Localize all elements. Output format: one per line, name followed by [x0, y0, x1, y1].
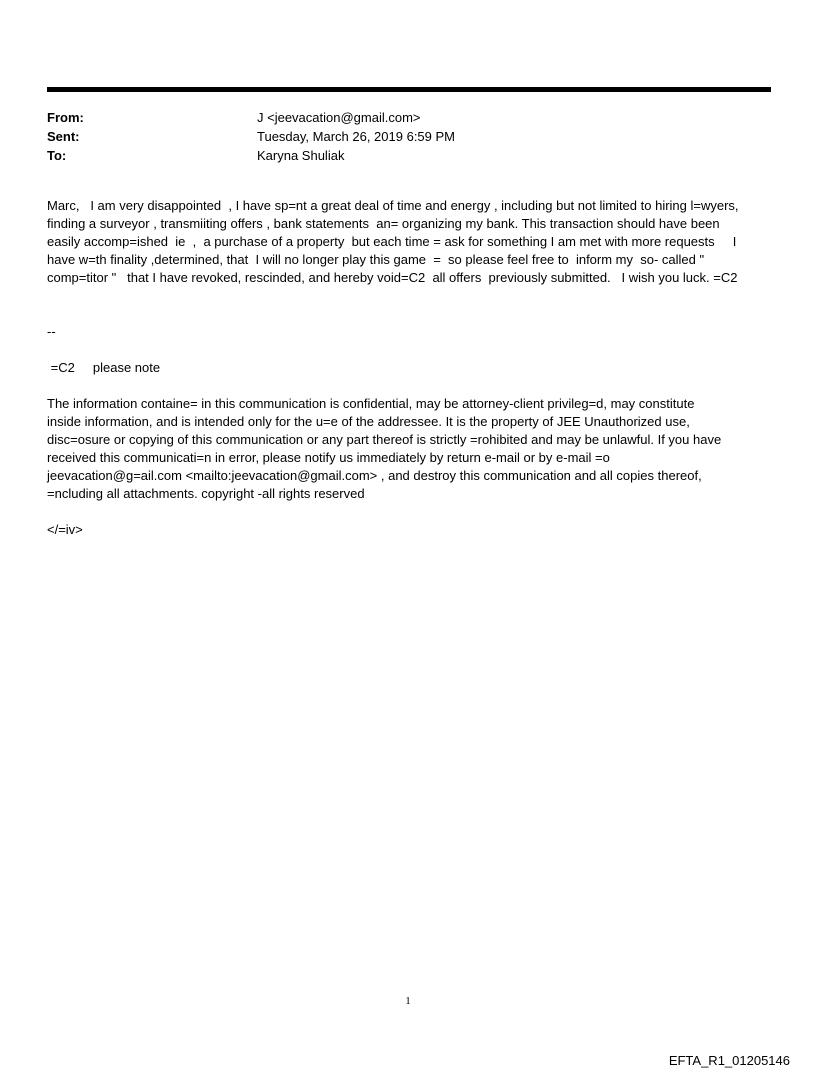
disclaimer-line: jeevacation@g=ail.com <mailto:jeevacation@gmail.com> , and destroy this communication and all copies thereof,: [47, 468, 702, 483]
body-line: have w=th finality ,determined, that I will no longer play this game = so please feel free to inform my so- called ": [47, 252, 705, 267]
body-line: finding a surveyor , transmiiting offers , bank statements an= organizing my bank. This transaction should have been: [47, 216, 720, 231]
header-rule: [47, 87, 771, 92]
body-line: Marc, I am very disappointed , I have sp=nt a great deal of time and energy , including but not limited to hiring l=wyers,: [47, 198, 739, 213]
email-header: [47, 108, 771, 165]
to-value: Karyna Shuliak: [257, 148, 345, 163]
signature-separator: --: [47, 324, 56, 339]
body-line: comp=titor " that I have revoked, rescinded, and hereby void=C2 all offers previously submitted. I wish you luck. =C2: [47, 270, 738, 285]
disclaimer-line: The information containe= in this communication is confidential, may be attorney-client privileg=d, may constitute: [47, 396, 695, 411]
to-label: To:: [47, 148, 67, 163]
sent-row: [47, 127, 771, 146]
from-row: [47, 108, 771, 127]
confidentiality-disclaimer: [47, 395, 777, 503]
closing-tag: </=iv>: [47, 522, 83, 537]
disclaimer-line: inside information, and is intended only for the u=e of the addressee. It is the property of JEE Unauthorized use,: [47, 414, 690, 429]
document-id: EFTA_R1_01205146: [668, 1053, 790, 1068]
disclaimer-line: received this communicati=n in error, please notify us immediately by return e-mail or by e-mail =o: [47, 450, 610, 465]
disclaimer-line: =ncluding all attachments. copyright -all rights reserved: [47, 486, 365, 501]
page-number: 1: [405, 995, 411, 1007]
email-body: [47, 197, 777, 287]
to-row: [47, 146, 771, 165]
from-label: From:: [47, 110, 84, 125]
disclaimer-line: disc=osure or copying of this communication or any part thereof is strictly =rohibited and may be unlawful. If you have: [47, 432, 722, 447]
sent-value: Tuesday, March 26, 2019 6:59 PM: [257, 129, 455, 144]
sent-label: Sent:: [47, 129, 80, 144]
note-line: =C2 please note: [47, 360, 161, 375]
from-value: J <jeevacation@gmail.com>: [257, 110, 421, 125]
body-line: easily accomp=ished ie , a purchase of a property but each time = ask for something I am met with more requests I: [47, 234, 737, 249]
